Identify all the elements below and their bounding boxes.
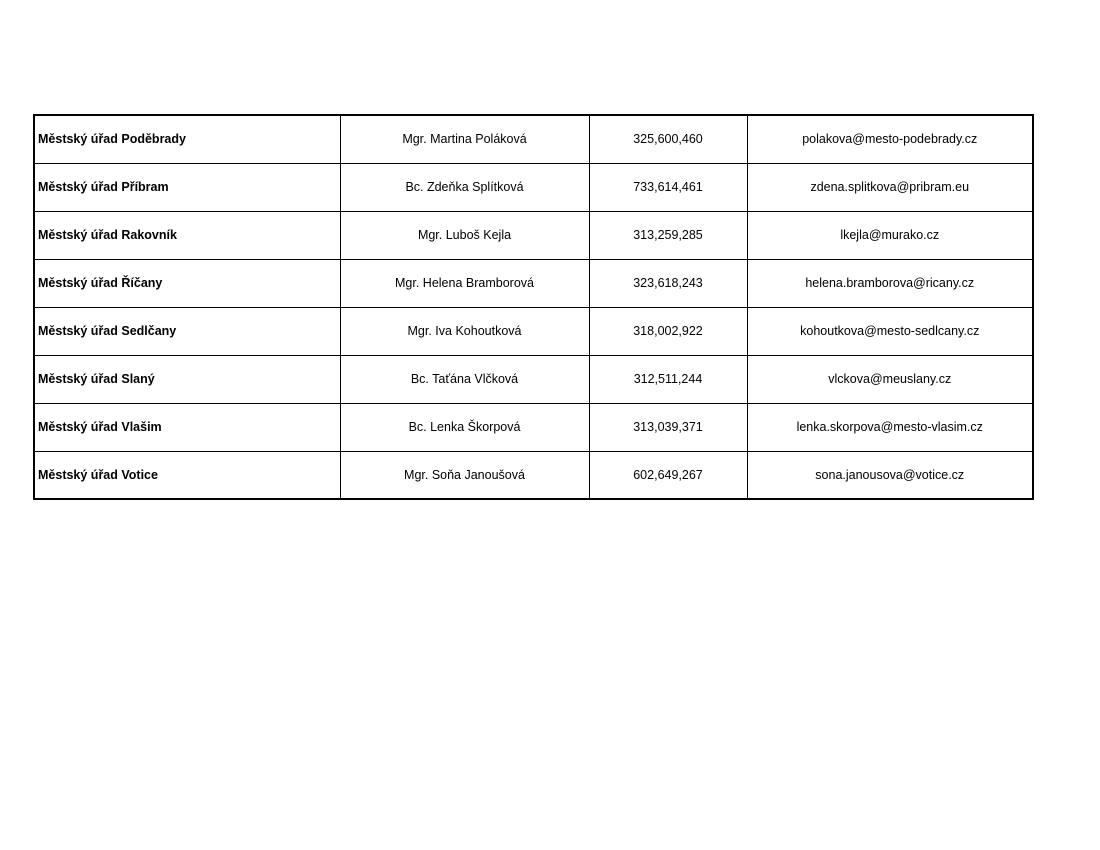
table-row (34, 403, 1033, 451)
office-cell: Městský úřad Vlašim (34, 403, 340, 451)
office-cell: Městský úřad Slaný (34, 355, 340, 403)
table-row (34, 115, 1033, 163)
contacts-table (33, 114, 1034, 500)
table-row (34, 259, 1033, 307)
table-row (34, 451, 1033, 499)
contact-person-cell: Mgr. Martina Poláková (340, 115, 589, 163)
office-cell: Městský úřad Rakovník (34, 211, 340, 259)
office-cell: Městský úřad Příbram (34, 163, 340, 211)
phone-cell: 602,649,267 (589, 451, 747, 499)
email-cell: kohoutkova@mesto-sedlcany.cz (747, 307, 1033, 355)
contact-person-cell: Mgr. Luboš Kejla (340, 211, 589, 259)
table-row (34, 355, 1033, 403)
office-cell: Městský úřad Říčany (34, 259, 340, 307)
contact-person-cell: Bc. Taťána Vlčková (340, 355, 589, 403)
email-cell: sona.janousova@votice.cz (747, 451, 1033, 499)
phone-cell: 313,259,285 (589, 211, 747, 259)
office-cell: Městský úřad Votice (34, 451, 340, 499)
phone-cell: 318,002,922 (589, 307, 747, 355)
contact-person-cell: Mgr. Soňa Janoušová (340, 451, 589, 499)
table-row (34, 211, 1033, 259)
phone-cell: 313,039,371 (589, 403, 747, 451)
email-cell: vlckova@meuslany.cz (747, 355, 1033, 403)
contact-person-cell: Bc. Lenka Škorpová (340, 403, 589, 451)
table-row (34, 163, 1033, 211)
contact-person-cell: Bc. Zdeňka Splítková (340, 163, 589, 211)
contact-person-cell: Mgr. Iva Kohoutková (340, 307, 589, 355)
phone-cell: 325,600,460 (589, 115, 747, 163)
phone-cell: 312,511,244 (589, 355, 747, 403)
phone-cell: 323,618,243 (589, 259, 747, 307)
email-cell: lenka.skorpova@mesto-vlasim.cz (747, 403, 1033, 451)
phone-cell: 733,614,461 (589, 163, 747, 211)
office-cell: Městský úřad Poděbrady (34, 115, 340, 163)
office-cell: Městský úřad Sedlčany (34, 307, 340, 355)
email-cell: zdena.splitkova@pribram.eu (747, 163, 1033, 211)
email-cell: helena.bramborova@ricany.cz (747, 259, 1033, 307)
email-cell: lkejla@murako.cz (747, 211, 1033, 259)
contact-person-cell: Mgr. Helena Bramborová (340, 259, 589, 307)
table-row (34, 307, 1033, 355)
email-cell: polakova@mesto-podebrady.cz (747, 115, 1033, 163)
